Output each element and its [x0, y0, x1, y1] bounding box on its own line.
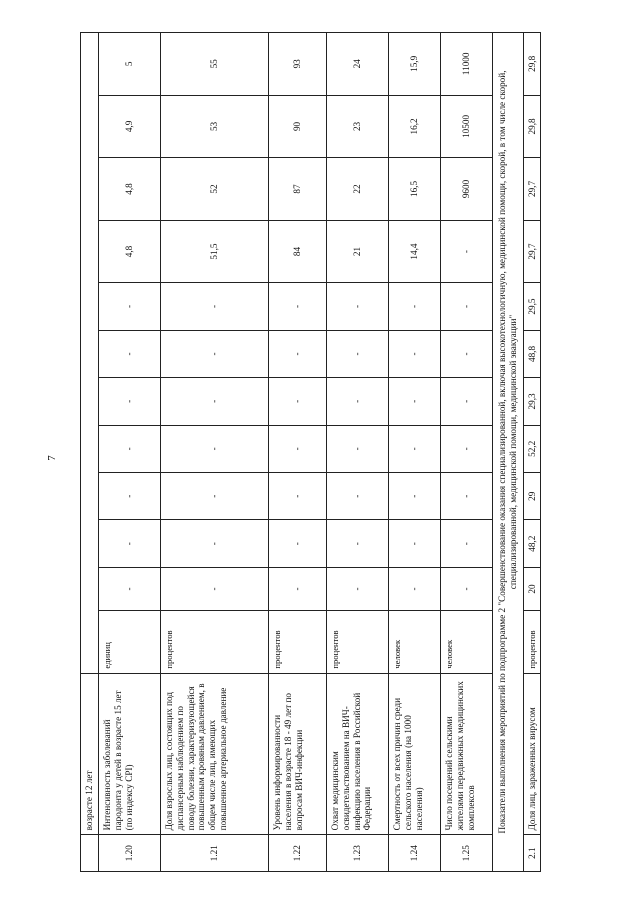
indicator-name: Число посещений сельскими жителями передвижных медицинских комплексов [440, 673, 492, 835]
value-cell: - [388, 425, 440, 472]
page-number: 7 [45, 455, 58, 461]
value-cell: - [98, 473, 160, 520]
unit-cell: человек [388, 611, 440, 674]
unit-cell: процентов [268, 611, 326, 674]
unit-cell: процентов [326, 611, 388, 674]
value-cell: - [98, 567, 160, 610]
value-cell: - [388, 378, 440, 425]
value-cell: 16,2 [388, 95, 440, 158]
value-cell: 52,2 [523, 425, 541, 472]
indicator-name: Уровень информированности населения в возрасте 18 - 49 лет по вопросам ВИЧ-инфекции [268, 673, 326, 835]
table-row [326, 33, 388, 872]
value-cell: 23 [326, 95, 388, 158]
value-cell: - [98, 378, 160, 425]
value-cell: - [388, 473, 440, 520]
value-cell: - [326, 378, 388, 425]
value-cell: - [388, 520, 440, 567]
table-row [388, 33, 440, 872]
indicator-name: Доля взрослых лиц, состоящих под диспансерным наблюдением по поводу болезни, характеризующейся повышенным кровяным давлением, в общем числе лиц, имеющих повышенное артериальное давление [160, 673, 268, 835]
row-number: 1.20 [98, 835, 160, 872]
value-cell: 29,5 [523, 283, 541, 330]
value-cell: 11000 [440, 33, 492, 96]
value-cell: - [268, 425, 326, 472]
value-cell: - [440, 473, 492, 520]
indicator-name: Охват медицинским освидетельствованием на ВИЧ-инфекцию населения в Российской Федерации [326, 673, 388, 835]
table-row [523, 33, 541, 872]
table-row [268, 33, 326, 872]
unit-cell: единиц [98, 611, 160, 674]
value-cell: - [388, 567, 440, 610]
value-cell: - [326, 520, 388, 567]
value-cell: - [440, 520, 492, 567]
value-cell: - [440, 425, 492, 472]
value-cell: 4,8 [98, 220, 160, 283]
value-cell: - [98, 520, 160, 567]
value-cell: - [440, 378, 492, 425]
carryover-row [81, 33, 99, 872]
value-cell: - [326, 283, 388, 330]
unit-cell: процентов [523, 611, 541, 674]
value-cell: 51,5 [160, 220, 268, 283]
value-cell: 29,3 [523, 378, 541, 425]
subprogram-banner-row [492, 33, 523, 872]
value-cell: 5 [98, 33, 160, 96]
value-cell: 29 [523, 473, 541, 520]
table-row [160, 33, 268, 872]
value-cell: - [268, 283, 326, 330]
value-cell: - [268, 378, 326, 425]
value-cell: 48,2 [523, 520, 541, 567]
value-cell: 48,8 [523, 330, 541, 377]
value-cell: 4,8 [98, 158, 160, 221]
value-cell: - [326, 330, 388, 377]
value-cell: - [326, 425, 388, 472]
value-cell: - [440, 567, 492, 610]
row-number: 1.21 [160, 835, 268, 872]
value-cell: 87 [268, 158, 326, 221]
value-cell: 29,8 [523, 95, 541, 158]
value-cell: - [326, 567, 388, 610]
value-cell: 9600 [440, 158, 492, 221]
value-cell: - [160, 520, 268, 567]
indicator-name: Доля лиц, зараженных вирусом [523, 673, 541, 835]
rotated-table-page [80, 32, 540, 872]
value-cell: 55 [160, 33, 268, 96]
value-cell: 4,9 [98, 95, 160, 158]
carryover-text: возрасте 12 лет [81, 673, 99, 835]
value-cell: 84 [268, 220, 326, 283]
value-cell: - [160, 330, 268, 377]
value-cell: - [98, 330, 160, 377]
value-cell: - [388, 283, 440, 330]
value-cell: - [160, 378, 268, 425]
value-cell: 16,5 [388, 158, 440, 221]
value-cell: 24 [326, 33, 388, 96]
value-cell: 14,4 [388, 220, 440, 283]
indicator-name: Смертность от всех причин среди сельского населения (на 1000 населения) [388, 673, 440, 835]
row-number: 2.1 [523, 835, 541, 872]
row-number: 1.22 [268, 835, 326, 872]
value-cell: - [160, 473, 268, 520]
table-row [98, 33, 160, 872]
value-cell: 22 [326, 158, 388, 221]
subprogram-banner: Показатели выполнения мероприятий по подпрограмме 2 "Совершенствование оказания специализированной, включая высокотехнологичную, медицинской помощи, скорой, в том числе скорой, специализированной, медицинской помощи, медицинской эвакуации" [492, 33, 523, 872]
value-cell: - [268, 520, 326, 567]
unit-cell: человек [440, 611, 492, 674]
table-row [440, 33, 492, 872]
indicators-table [80, 32, 541, 872]
value-cell: 15,9 [388, 33, 440, 96]
value-cell: - [160, 283, 268, 330]
value-cell: 29,7 [523, 220, 541, 283]
value-cell: - [160, 425, 268, 472]
value-cell: - [440, 330, 492, 377]
value-cell: 29,7 [523, 158, 541, 221]
value-cell: 20 [523, 567, 541, 610]
value-cell: - [268, 473, 326, 520]
value-cell: 10500 [440, 95, 492, 158]
value-cell: 93 [268, 33, 326, 96]
value-cell: - [268, 330, 326, 377]
row-number: 1.24 [388, 835, 440, 872]
value-cell: - [326, 473, 388, 520]
value-cell: - [160, 567, 268, 610]
row-number: 1.25 [440, 835, 492, 872]
value-cell: 52 [160, 158, 268, 221]
unit-cell: процентов [160, 611, 268, 674]
value-cell: - [440, 283, 492, 330]
value-cell: - [268, 567, 326, 610]
value-cell: - [98, 283, 160, 330]
value-cell: 90 [268, 95, 326, 158]
indicator-name: Интенсивность заболеваний пародонта у детей в возрасте 15 лет (по индексу CPI) [98, 673, 160, 835]
value-cell: 21 [326, 220, 388, 283]
value-cell: - [440, 220, 492, 283]
value-cell: 53 [160, 95, 268, 158]
value-cell: 29,8 [523, 33, 541, 96]
value-cell: - [388, 330, 440, 377]
value-cell: - [98, 425, 160, 472]
row-number: 1.23 [326, 835, 388, 872]
